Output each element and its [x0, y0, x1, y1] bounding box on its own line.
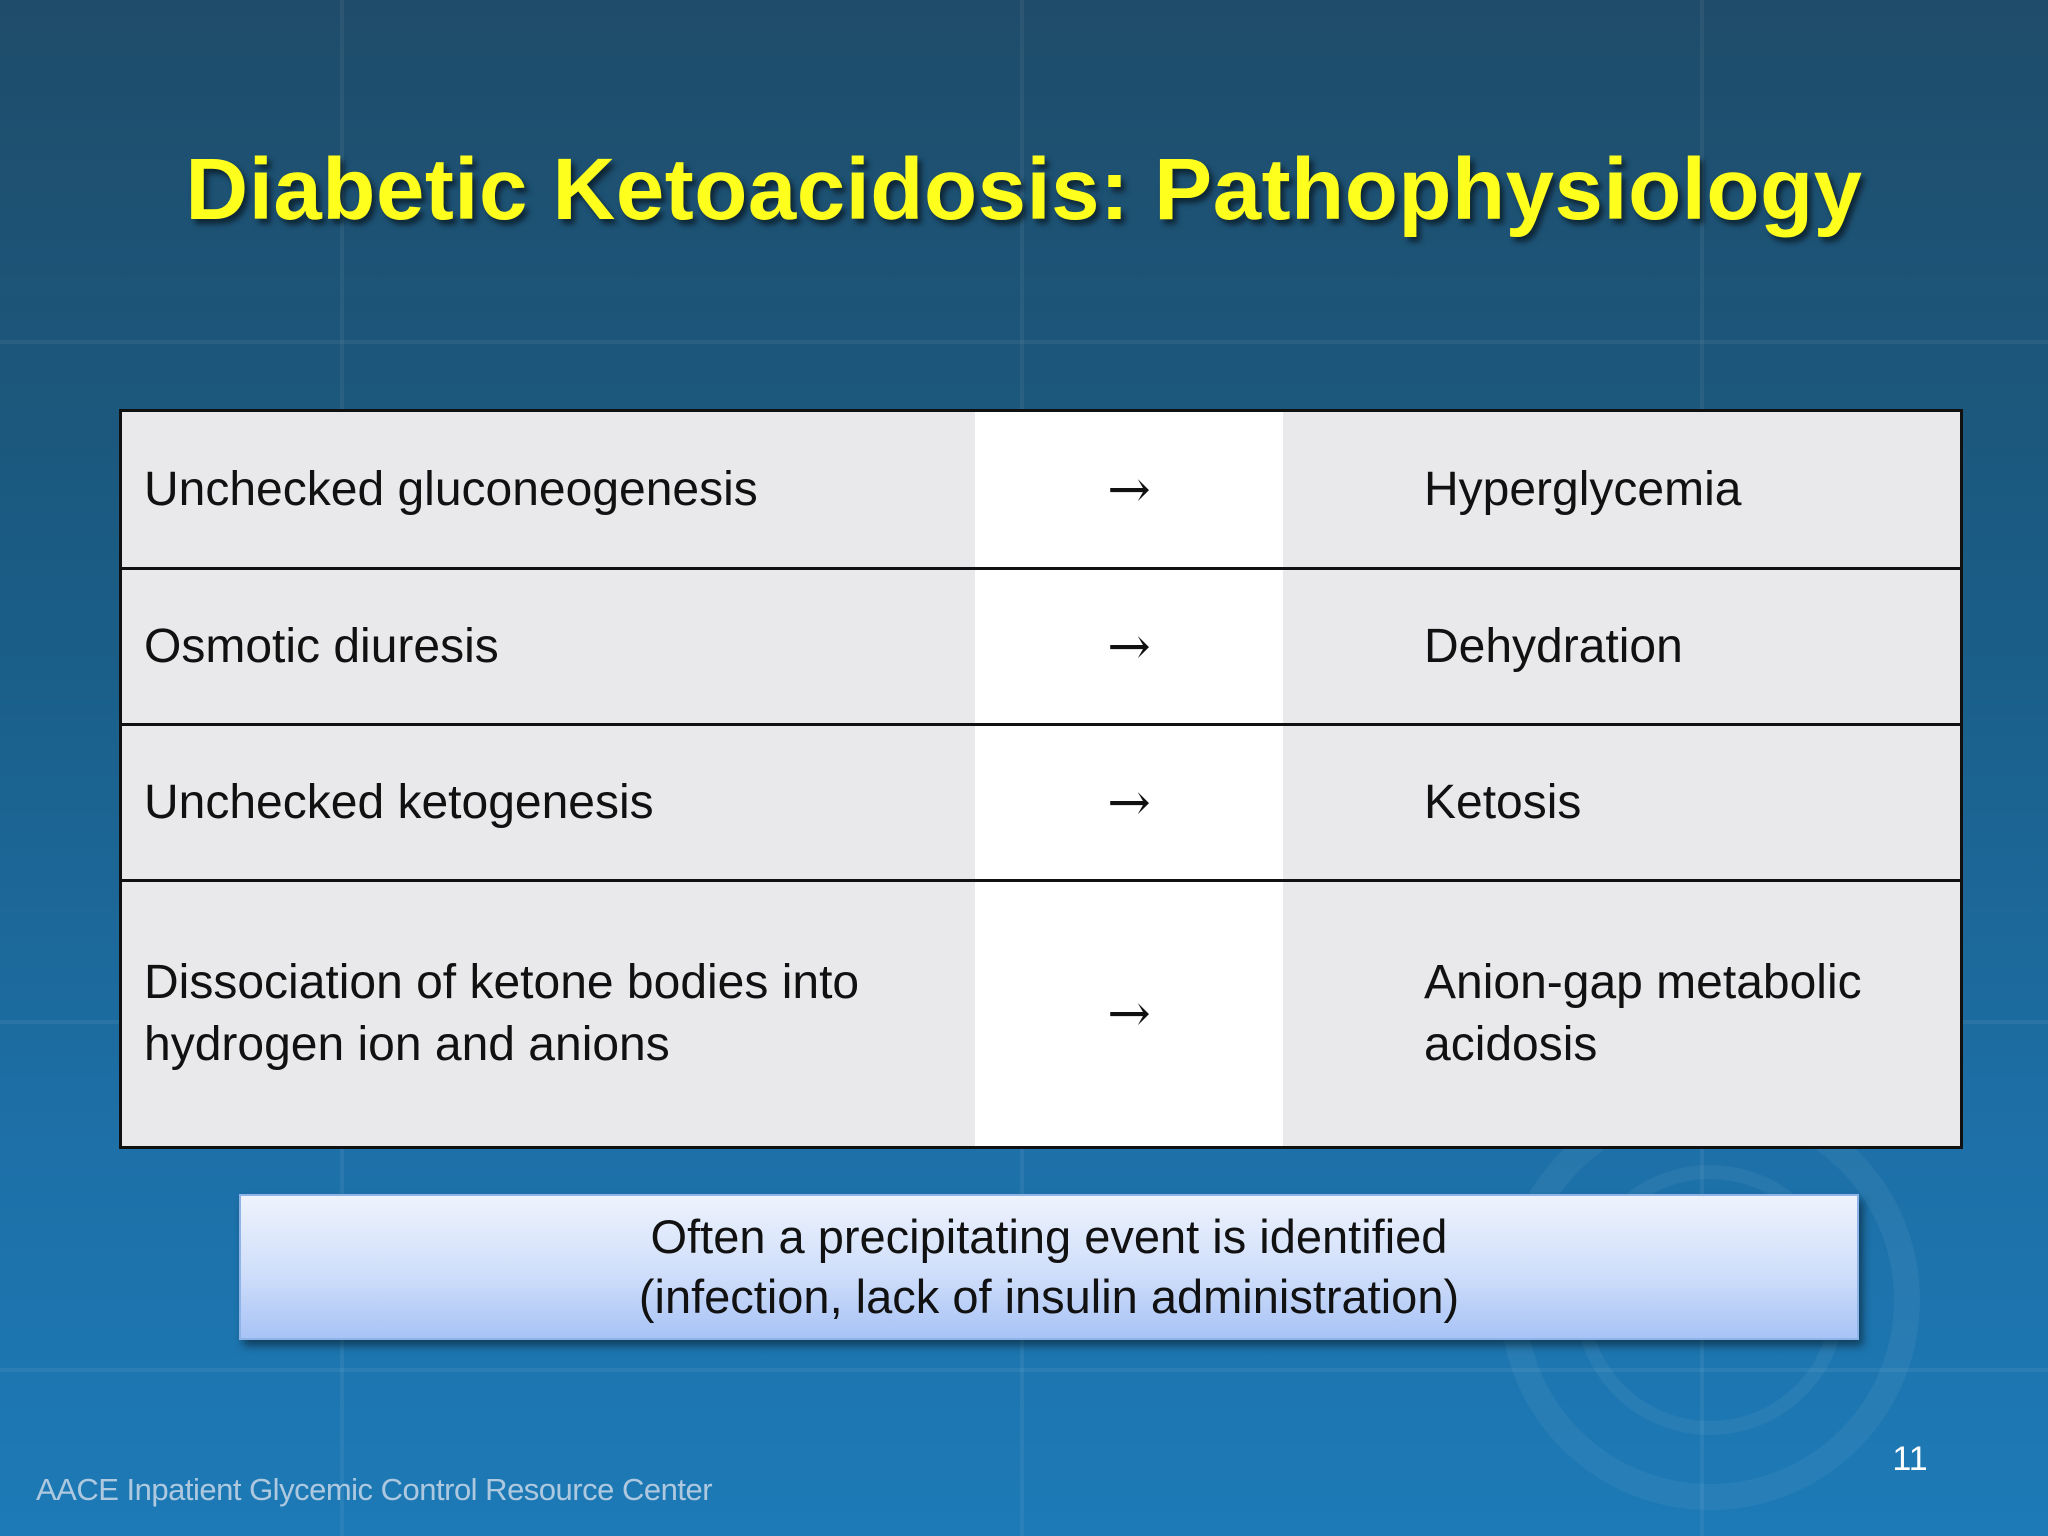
footer-organization: AACE Inpatient Glycemic Control Resource Center: [36, 1472, 713, 1507]
right-arrow-icon: →: [1107, 459, 1151, 520]
effect-cell: [1283, 570, 1960, 723]
slide-title: Diabetic Ketoacidosis: Pathophysiology: [185, 141, 1863, 238]
table-row: [122, 879, 1960, 1146]
cause-cell: [122, 726, 975, 879]
arrow-cell: [975, 570, 1283, 723]
effect-cell: [1283, 726, 1960, 879]
cause-text: Osmotic diuresis: [144, 619, 499, 673]
cause-text: Unchecked ketogenesis: [144, 775, 654, 829]
arrow-cell: [975, 412, 1283, 567]
callout-text: Often a precipitating event is identified (infection, lack of insulin administration): [638, 1210, 1460, 1323]
precipitating-event-callout: [239, 1194, 1859, 1340]
cause-cell: [122, 570, 975, 723]
effect-text: Dehydration: [1424, 619, 1683, 673]
effect-cell: [1283, 882, 1960, 1146]
table-row: [122, 567, 1960, 723]
effect-text: Hyperglycemia: [1424, 462, 1742, 516]
table-row: [122, 723, 1960, 879]
effect-cell: [1283, 412, 1960, 567]
effect-text: Anion-gap metabolic acidosis: [1424, 956, 1862, 1071]
right-arrow-icon: →: [1107, 616, 1151, 677]
right-arrow-icon: →: [1107, 772, 1151, 833]
cause-cell: [122, 882, 975, 1146]
background-grid-line: [0, 340, 2048, 344]
slide-number: 11: [1892, 1440, 1928, 1478]
arrow-cell: [975, 882, 1283, 1146]
effect-text: Ketosis: [1424, 775, 1582, 829]
cause-cell: [122, 412, 975, 567]
table-row: [122, 412, 1960, 567]
pathophysiology-table: [119, 409, 1963, 1149]
cause-text: Dissociation of ketone bodies into hydrogen ion and anions: [144, 956, 860, 1071]
cause-text: Unchecked gluconeogenesis: [144, 462, 758, 516]
right-arrow-icon: →: [1107, 984, 1151, 1044]
arrow-cell: [975, 726, 1283, 879]
